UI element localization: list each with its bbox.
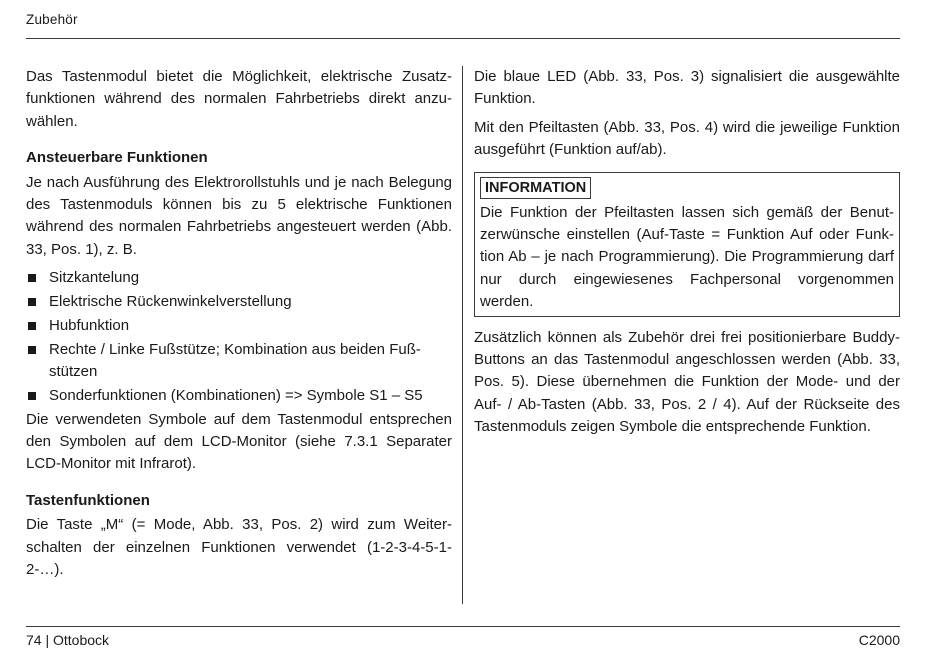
list-item-text: Rechte / Linke Fußstütze; Kombination aus beiden Fußstützen [49, 340, 421, 381]
symbols-paragraph: Die verwendeten Symbole auf dem Tastenmodul entsprechen den Symbolen auf dem LCD-Monitor (siehe 7.3.1 Separater LCD-Monitor mit Infrarot). [26, 410, 452, 473]
running-header: Zubehör [26, 12, 78, 27]
buddy-buttons-paragraph: Zusätzlich können als Zubehör drei frei positionierbare Buddy-Buttons an das Tastenmodul angeschlossen werden (Abb. 33, Pos. 5). Diese übernehmen die Funktion der Mode- und der Auf- / Ab-Tasten (Abb. 33, Pos. 2 / 4). Auf der Rückseite des Tastenmoduls zeigen Symbole die entsprechende Funktion. [474, 328, 900, 436]
bullet-square-icon [28, 322, 36, 330]
mode-key-paragraph: Die Taste „M“ (= Mode, Abb. 33, Pos. 2) wird zum Weiterschalten der einzelnen Funktionen verwendet (1-2-3-4-5-1-2-…). [26, 516, 452, 579]
information-label: INFORMATION [480, 177, 591, 199]
intro-paragraph: Das Tastenmodul bietet die Möglichkeit, elektrische Zusatzfunktionen während des normalen Fahrbetriebs direkt anzuwählen. [26, 68, 452, 130]
list-item-text: Hubfunktion [49, 316, 130, 334]
functions-paragraph: Je nach Ausführung des Elektrorollstuhls und je nach Belegung des Tastenmoduls können bis zu 5 elektrische Funktionen während des normalen Fahrbetriebs angesteuert werden (Abb. 33, Pos. 1), z. B. [26, 173, 452, 258]
function-list [26, 267, 452, 407]
list-item-text: Elektrische Rückenwinkelverstellung [49, 293, 292, 311]
list-item [26, 315, 452, 337]
arrow-keys-paragraph: Mit den Pfeiltasten (Abb. 33, Pos. 4) wird die jeweilige Funktion ausgeführt (Funktion auf/ab). [474, 118, 900, 159]
product-name-footer: C2000 [858, 632, 900, 648]
list-item [26, 267, 452, 289]
list-item [26, 291, 452, 313]
bullet-square-icon [28, 298, 36, 306]
bullet-square-icon [28, 346, 36, 354]
led-paragraph: Die blaue LED (Abb. 33, Pos. 3) signalisiert die ausgewählte Funktion. [474, 68, 900, 108]
list-item-text: Sonderfunktionen (Kombinationen) => Symbole S1 – S5 [49, 386, 423, 404]
heading-ansteuerbare-funktionen: Ansteuerbare Funktionen [26, 149, 208, 167]
left-column [26, 66, 452, 581]
footer-rule [26, 626, 900, 627]
header-rule [26, 38, 900, 39]
list-item-text: Sitzkantelung [49, 269, 140, 287]
information-text: Die Funktion der Pfeiltasten lassen sich gemäß der Benutzerwünsche einstellen (Auf-Taste = Funktion Auf oder Funktion Ab – je nach Programmierung). Die Programmierung darf nur durch eingewiesenes Fachpersonal vorgenommen werden. [480, 203, 894, 311]
right-column [474, 66, 900, 439]
list-item [26, 385, 452, 407]
page-number-footer: 74 | Ottobock [26, 632, 110, 648]
bullet-square-icon [28, 392, 36, 400]
heading-tastenfunktionen: Tastenfunktionen [26, 491, 150, 509]
bullet-square-icon [28, 274, 36, 282]
column-divider [462, 66, 463, 604]
information-box [474, 172, 900, 317]
list-item [26, 339, 452, 384]
